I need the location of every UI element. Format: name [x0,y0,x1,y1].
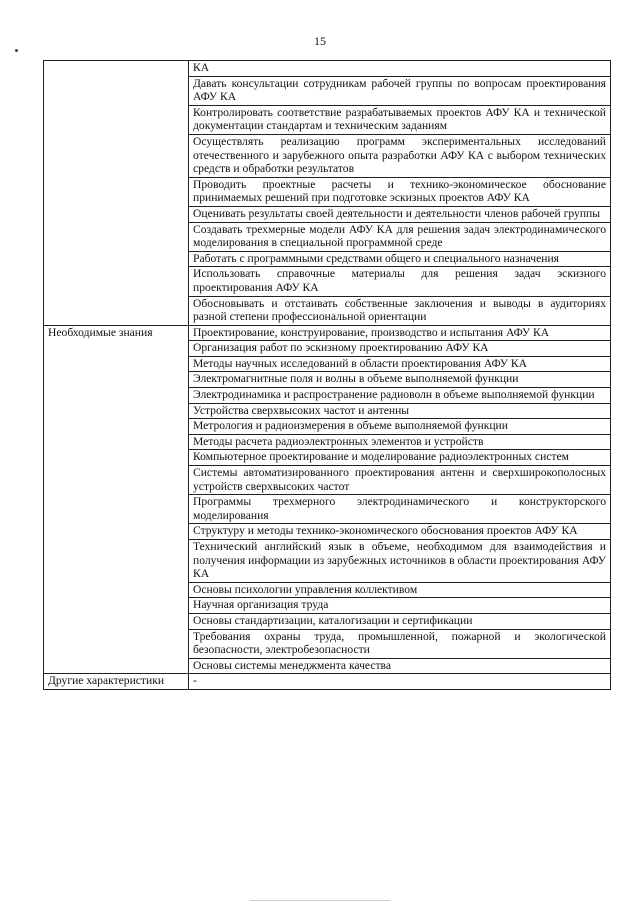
knowledge-row-text: Организация работ по эскизному проектированию АФУ КА [189,341,611,357]
knowledge-row-text: Метрология и радиоизмерения в объеме выполняемой функции [189,419,611,435]
knowledge-row-text: Электромагнитные поля и волны в объеме выполняемой функции [189,372,611,388]
skill-row-text: Оценивать результаты своей деятельности и деятельности членов рабочей группы [189,206,611,222]
knowledge-label-cell: Необходимые знания [44,325,189,674]
other-row [44,674,611,690]
skill-row-text: Давать консультации сотрудникам рабочей группы по вопросам проектирования АФУ КА [189,76,611,105]
knowledge-row-text: Системы автоматизированного проектирования антенн и сверхширокополосных устройств сверхвысоких частот [189,466,611,495]
knowledge-row-text: Требования охраны труда, промышленной, пожарной и экологической безопасности, электробезопасности [189,629,611,658]
knowledge-row-text: Электродинамика и распространение радиоволн в объеме выполняемой функции [189,388,611,404]
knowledge-row-text: Компьютерное проектирование и моделирование радиоэлектронных систем [189,450,611,466]
skill-row-text: Обосновывать и отстаивать собственные заключения и выводы в аудиториях разной степени профессиональной ориентации [189,296,611,325]
skill-row [44,61,611,77]
skill-row-text: Работать с программными средствами общего и специального назначения [189,251,611,267]
skill-row-text: Проводить проектные расчеты и технико-экономическое обоснование принимаемых решений при подготовке эскизных проектов АФУ КА [189,177,611,206]
knowledge-row-text: Методы научных исследований в области проектирования АФУ КА [189,356,611,372]
knowledge-row-text: Программы трехмерного электродинамического и конструкторского моделирования [189,495,611,524]
knowledge-row-text: Основы психологии управления коллективом [189,582,611,598]
skill-row-text: Осуществлять реализацию программ экспериментальных исследований отечественного и зарубежного опыта разработки АФУ КА с выбором технических средств и обработки результатов [189,134,611,177]
page-number: 15 [314,34,326,48]
other-label-cell: Другие характеристики [44,674,189,690]
knowledge-row-text: Устройства сверхвысоких частот и антенны [189,403,611,419]
other-value-cell: - [189,674,611,690]
knowledge-row-text: Научная организация труда [189,598,611,614]
knowledge-row-text: Технический английский язык в объеме, необходимом для взаимодействия и получения информации из зарубежных источников в области проектирования АФУ КА [189,540,611,583]
knowledge-row-text: Основы стандартизации, каталогизации и сертификации [189,613,611,629]
requirements-table [43,60,611,690]
knowledge-row [44,325,611,341]
knowledge-row-text: Проектирование, конструирование, производство и испытания АФУ КА [189,325,611,341]
margin-dot [15,49,18,52]
knowledge-row-text: Основы системы менеджмента качества [189,658,611,674]
scan-edge-line [250,900,390,901]
knowledge-row-text: Структуру и методы технико-экономического обоснования проектов АФУ КА [189,524,611,540]
skill-row-text: Создавать трехмерные модели АФУ КА для решения задач электродинамического моделирования в специальной программной среде [189,222,611,251]
skills-label-cell [44,61,189,326]
skill-row-text: Использовать справочные материалы для решения задач эскизного проектирования АФУ КА [189,267,611,296]
skill-row-text: Контролировать соответствие разрабатываемых проектов АФУ КА и технической документации стандартам и техническим заданиям [189,105,611,134]
knowledge-row-text: Методы расчета радиоэлектронных элементов и устройств [189,434,611,450]
skill-row-text: КА [189,61,611,77]
